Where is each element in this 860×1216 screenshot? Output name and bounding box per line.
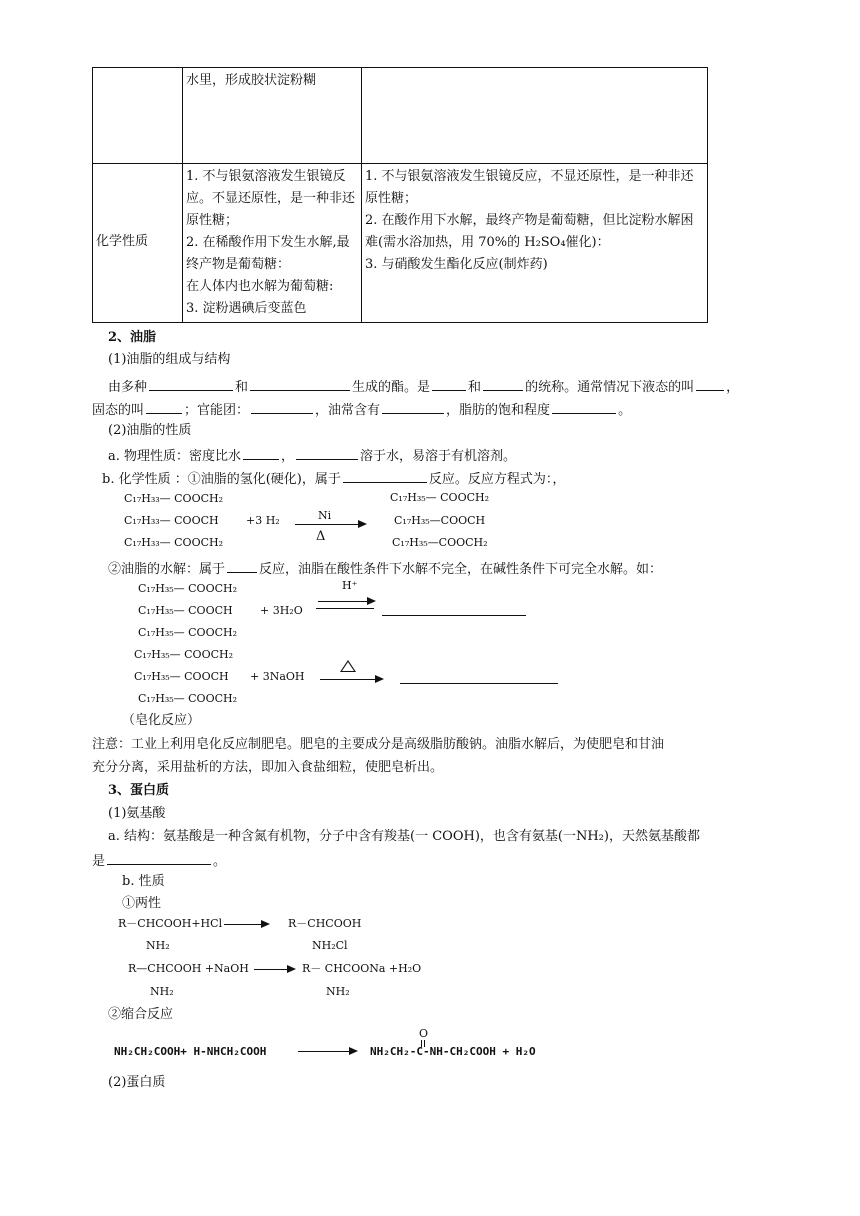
table-cell-cellulose [362,164,708,323]
subheading: (2)蛋白质 [108,1075,166,1090]
subheading: ①两性 [122,896,162,911]
formula: C₁₇H₃₅— COOCH₂ [390,491,490,504]
caption: （皂化反应） [122,713,201,728]
formula: C₁₇H₃₃— COOCH₂ [124,492,224,505]
fill-blank [483,378,523,391]
fill-blank [432,378,466,391]
paragraph-line [92,852,226,868]
fill-blank [243,447,279,460]
text: 由多种 [108,380,148,395]
text: 溶于水，易溶于有机溶剂。 [360,449,517,464]
table-cell [362,68,708,164]
heat-triangle-icon [340,660,356,672]
paragraph-line [92,401,631,417]
list-item: 2. 在酸作用下水解，最终产物是葡萄糖，但比淀粉水解困难(需水浴加热，用 70%的 H₂SO₄催化)： [365,213,694,250]
row-label-chemical: 化学性质 [93,164,183,323]
formula: C₁₇H₃₅— COOCH₂ [138,692,238,705]
forward-arrow-icon [318,601,374,602]
formula: C₁₇H₃₅— COOCH [134,670,229,683]
text: 反应，油脂在酸性条件下水解不完全，在碱性条件下可完全水解。如： [259,562,663,577]
subheading: b. 性质 [122,874,165,889]
text: ， [726,380,740,395]
paragraph-line [108,560,662,576]
subheading: (2)油脂的性质 [108,423,192,438]
fill-blank [227,560,257,573]
reaction-arrow-icon [320,679,382,680]
formula: C₁₇H₃₅— COOCH₂ [138,582,238,595]
paragraph-line [102,470,565,486]
formula: NH₂CH₂COOH+ H-NHCH₂COOH [114,1045,267,1058]
formula: R－CHCOOH [288,917,362,930]
text: 的统称。通常情况下液态的叫 [525,380,695,395]
text: a. 物理性质：密度比水 [108,449,242,464]
text: ；官能团： [184,403,250,418]
formula: NH₂ [150,985,174,998]
formula: C₁₇H₃₅— COOCH₂ [138,626,238,639]
reaction-arrow-icon [224,924,268,925]
reaction-arrow-icon [298,1051,356,1052]
subheading: (1)氨基酸 [108,806,166,821]
heat-symbol: Δ [316,529,326,544]
table-cell-starch [183,164,362,323]
text: 生成的酯。是 [352,380,431,395]
properties-table [92,67,708,323]
paragraph-line [108,378,739,394]
fill-blank [149,378,233,391]
note-line: 充分分离，采用盐析的方法，即加入食盐细粒，使肥皂析出。 [92,760,444,775]
subheading: ②缩合反应 [108,1007,174,1022]
formula: NH₂CH₂-C-NH-CH₂COOH + H₂O [370,1045,536,1058]
formula: C₁₇H₃₃— COOCH₂ [124,536,224,549]
fill-blank [552,401,616,414]
reagent: + 3NaOH [250,670,305,683]
catalyst-label: H⁺ [342,579,358,592]
fill-blank [146,401,182,414]
reaction-arrow-icon [295,524,365,525]
fill-blank [250,378,350,391]
formula: C₁₇H₃₅—COOCH₂ [392,536,488,549]
table-row [93,164,708,323]
fill-blank [296,447,358,460]
list-item: 3. 与硝酸发生酯化反应(制炸药) [365,257,548,272]
text: 。 [618,403,632,418]
formula: R－CHCOOH+HCl [118,917,223,930]
section-title-protein: 3、蛋白质 [108,783,170,798]
catalyst-label: Ni [318,509,332,522]
fill-blank [696,378,724,391]
reaction-arrow-icon [254,969,294,970]
subheading: (1)油脂的组成与结构 [108,352,231,367]
text: ，油常含有 [315,403,381,418]
text: 和 [468,380,482,395]
table-row [93,68,708,164]
table-cell: 水里，形成胶状淀粉糊 [183,68,362,164]
formula: R—CHCOOH +NaOH [128,962,249,975]
table-cell [93,68,183,164]
fill-blank [382,401,444,414]
formula: C₁₇H₃₅— COOCH [138,604,233,617]
paragraph-line [108,447,516,463]
note-line: 注意：工业上利用皂化反应制肥皂。肥皂的主要成分是高级脂肪酸钠。油脂水解后，为使肥皂和甘油 [92,737,665,752]
formula: NH₂ [326,985,350,998]
formula: C₁₇H₃₅— COOCH₂ [134,648,234,661]
text: ， [281,449,295,464]
text: 。 [213,854,227,869]
list-item: 在人体内也水解为葡萄糖: [186,279,334,294]
fill-blank [107,852,211,865]
text: 反应。反应方程式为：， [428,472,566,487]
list-item: 1. 不与银氨溶液发生银镜反应。不显还原性，是一种非还原性糖； [186,169,356,228]
text: ②油脂的水解：属于 [108,562,226,577]
formula: C₁₇H₃₅—COOCH [394,514,486,527]
formula: C₁₇H₃₃— COOCH [124,514,219,527]
list-item: 2. 在稀酸作用下发生水解,最终产物是葡萄糖： [186,235,350,272]
fill-blank [343,470,427,483]
formula: NH₂ [146,939,170,952]
text: 固态的叫 [92,403,145,418]
list-item: 1. 不与银氨溶液发生银镜反应，不显还原性，是一种非还原性糖； [365,169,694,206]
fill-blank [251,401,313,414]
reverse-arrow-icon [316,608,374,609]
reagent: +3 H₂ [246,514,280,527]
formula: O [419,1027,429,1040]
text: b. 化学性质 ：①油脂的氢化(硬化)，属于 [102,472,341,487]
answer-blank [400,683,558,684]
text: 和 [235,380,249,395]
list-item: 3. 淀粉遇碘后变蓝色 [186,301,307,316]
section-title-lipids: 2、油脂 [108,330,157,345]
answer-blank [382,615,526,616]
text: 是 [92,854,106,869]
reagent: + 3H₂O [260,604,303,617]
text: ，脂肪的饱和程度 [446,403,551,418]
paragraph-line: a. 结构：氨基酸是一种含氮有机物，分子中含有羧基(一 COOH)，也含有氨基(一NH₂)，天然氨基酸都 [108,829,700,844]
formula: NH₂Cl [312,939,348,952]
formula: R－ CHCOONa +H₂O [302,962,422,975]
